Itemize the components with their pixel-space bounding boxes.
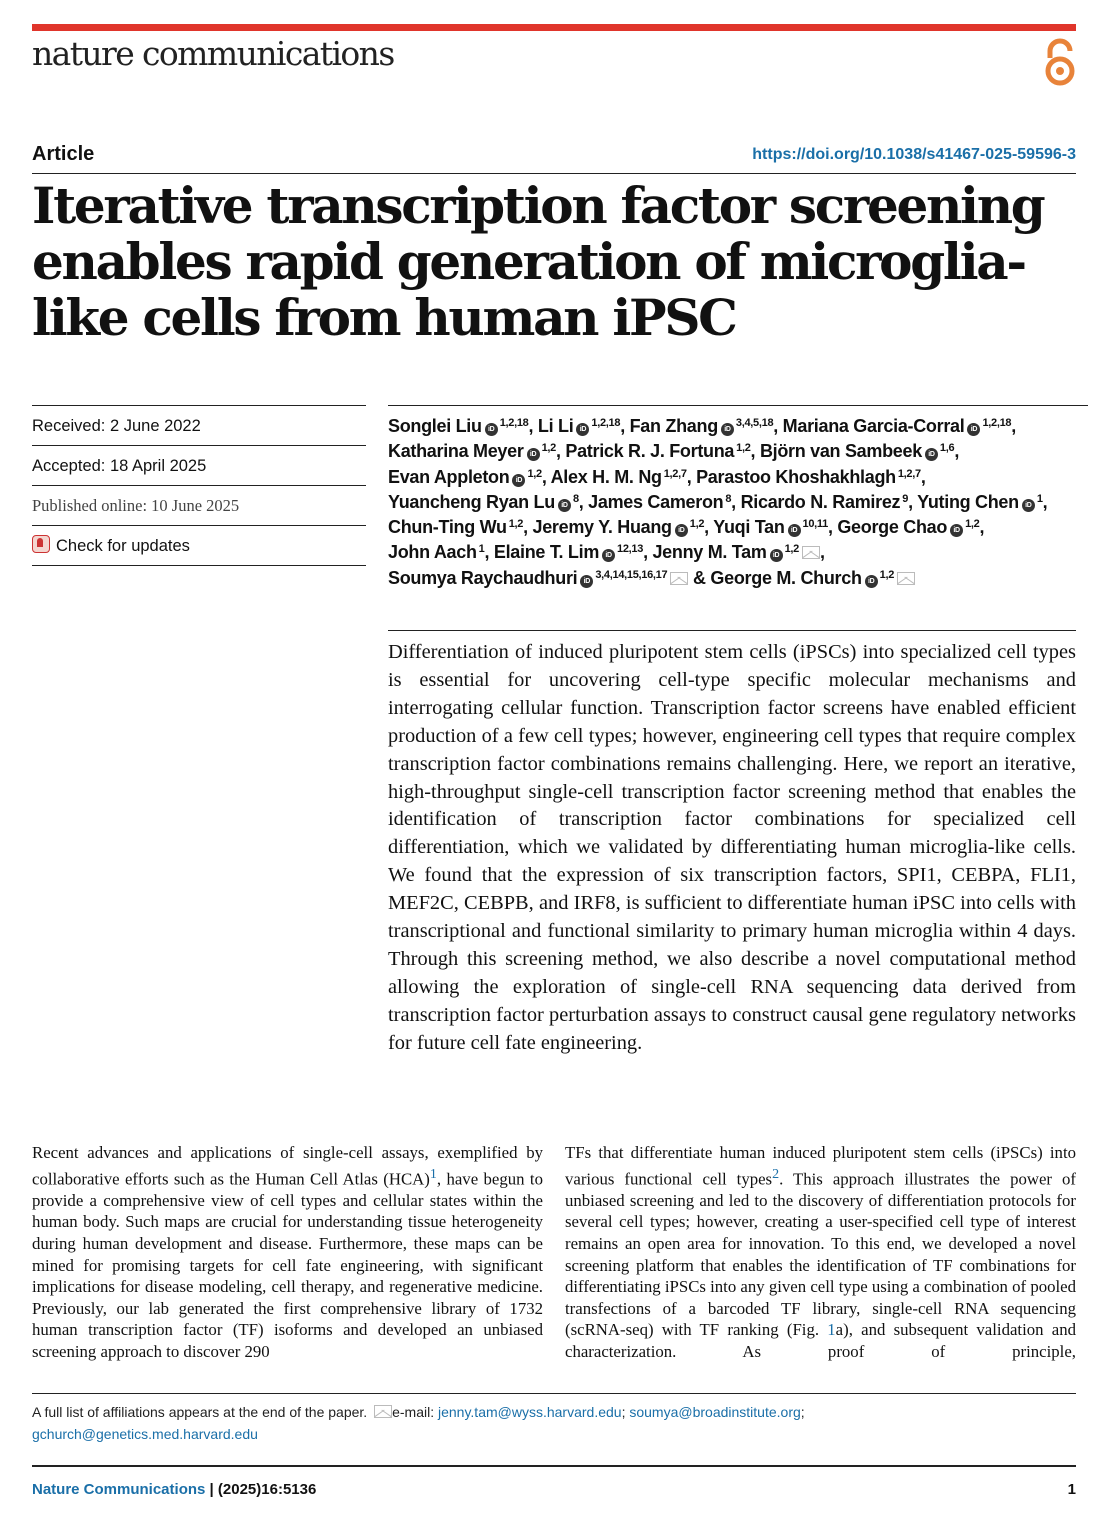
affiliations-note: A full list of affiliations appears at the end of the paper. e-mail: jenny.tam@wyss.harvard.edu; soumya@broadinstitute.org; gchurch@genetics.med.harvard.edu xyxy=(32,1404,805,1442)
author[interactable] xyxy=(917,492,1043,512)
author-name: Chun-Ting Wu xyxy=(388,517,507,538)
author-name: Katharina Meyer xyxy=(388,441,524,462)
divider xyxy=(32,1465,1076,1467)
author-name: Elaine T. Lim xyxy=(493,542,600,563)
author-line: John Aach $^1$, Elaine T. Lim iD$^{12,13}$, Jenny M. Tam iD$^{1,2}$ , xyxy=(388,542,825,563)
orcid-icon[interactable]: iD xyxy=(865,575,878,588)
affiliations-text: A full list of affiliations appears at the end of the paper. xyxy=(32,1404,368,1420)
author[interactable] xyxy=(837,517,979,537)
orcid-icon[interactable]: iD xyxy=(485,423,498,436)
orcid-icon[interactable]: iD xyxy=(602,549,615,562)
affiliation-numbers: 1,2 xyxy=(527,467,542,480)
dates-panel xyxy=(32,405,366,566)
email-link-tam[interactable]: jenny.tam@wyss.harvard.edu xyxy=(437,1404,622,1420)
orcid-icon[interactable]: iD xyxy=(576,423,589,436)
accepted-date: Accepted: 18 April 2025 xyxy=(32,445,366,485)
published-date: Published online: 10 June 2025 xyxy=(32,485,366,525)
affiliation-numbers: 8 xyxy=(725,492,732,505)
author[interactable] xyxy=(494,542,643,562)
email-icon xyxy=(374,1405,392,1418)
affiliation-numbers: 1,2,7 xyxy=(663,467,687,480)
author-name: & George M. Church xyxy=(693,567,862,588)
author-line: Chun-Ting Wu $^{1,2}$, Jeremy Y. Huang iD$^{1,2}$, Yuqi Tan iD$^{10,11}$, George Chao iD$^{1,2}$, xyxy=(388,517,985,538)
author-name: John Aach xyxy=(388,542,477,563)
footer-journal-link[interactable]: Nature Communications xyxy=(32,1481,206,1498)
author-name: Yuqi Tan xyxy=(713,517,785,538)
orcid-icon[interactable]: iD xyxy=(527,448,540,461)
author-name: Yuancheng Ryan Lu xyxy=(388,491,555,512)
affiliation-numbers: 3,4,14,15,16,17 xyxy=(595,568,668,581)
article-type: Article xyxy=(32,143,95,165)
author-list xyxy=(388,405,1088,591)
email-icon[interactable] xyxy=(670,572,688,585)
orcid-icon[interactable]: iD xyxy=(1022,499,1035,512)
affiliation-numbers: 1,2 xyxy=(965,518,980,531)
orcid-icon[interactable]: iD xyxy=(675,524,688,537)
author-name: Fan Zhang xyxy=(629,416,718,436)
author-line xyxy=(388,566,1088,591)
affiliation-numbers: 9 xyxy=(902,492,909,505)
check-updates-icon xyxy=(32,535,50,553)
author-name: Mariana Garcia-Corral xyxy=(782,416,965,436)
author-name: Songlei Liu xyxy=(388,416,482,436)
orcid-icon[interactable]: iD xyxy=(721,423,734,436)
body-text: , have begun to provide a comprehensive view of cell types and cellular states within the human body. Such maps are crucial for understanding tissue heterogeneity during human development and disease. Furthermore, these maps can be mined for promising targets for cell fate engineering, with significant implications for disease modeling, cell therapy, and regenerative medicine. Previously, our lab generated the first comprehensive library of 1732 human transcription factor (TF) isoforms and developed an unbiased screening approach to discover 290 xyxy=(32,1169,543,1361)
body-column-1 xyxy=(32,1142,543,1363)
author[interactable] xyxy=(693,568,915,588)
email-icon[interactable] xyxy=(897,572,915,585)
received-date: Received: 2 June 2022 xyxy=(32,405,366,445)
author[interactable] xyxy=(388,542,484,562)
orcid-icon[interactable]: iD xyxy=(512,474,525,487)
affiliation-numbers: 1,2 xyxy=(689,518,705,531)
divider xyxy=(32,173,1076,174)
footer-citation: Nature Communications | (2025)16:5136 xyxy=(32,1481,317,1498)
orcid-icon[interactable]: iD xyxy=(788,524,801,537)
top-accent-bar xyxy=(32,24,1076,31)
author-line: Katharina Meyer iD$^{1,2}$, Patrick R. J. Fortuna $^{1,2}$, Björn van Sambeek iD$^{1,6}$, xyxy=(388,441,960,462)
affiliation-numbers: 1,2,18 xyxy=(499,417,529,429)
affiliation-numbers: 1,2 xyxy=(508,518,524,531)
body-text: TFs that differentiate human induced pluripotent stem cells (iPSCs) into various functional cell types xyxy=(565,1143,1076,1189)
email-link-church[interactable]: gchurch@genetics.med.harvard.edu xyxy=(32,1426,258,1442)
author-line: Yuancheng Ryan Lu $iD^8$, James Cameron $^8$, Ricardo N. Ramirez $^9$, Yuting Chen $iD^1$, xyxy=(388,491,1048,512)
body-column-2 xyxy=(565,1142,1076,1363)
author[interactable] xyxy=(713,517,828,537)
author[interactable] xyxy=(565,441,750,461)
reference-link[interactable]: 1 xyxy=(429,1166,437,1182)
author[interactable] xyxy=(388,517,523,537)
author-name: Ricardo N. Ramirez xyxy=(740,491,901,512)
affiliation-numbers: 1,2 xyxy=(541,442,556,455)
affiliation-numbers: 8 xyxy=(572,492,579,505)
author[interactable] xyxy=(551,467,687,487)
author[interactable] xyxy=(696,467,921,487)
author-line: Evan Appleton iD$^{1,2}$, Alex H. M. Ng $^{1,2,7}$, Parastoo Khoshakhlagh $^{1,2,7}$, xyxy=(388,466,926,487)
email-link-raychaudhuri[interactable]: soumya@broadinstitute.org xyxy=(629,1404,801,1420)
reference-link[interactable]: 2 xyxy=(772,1166,780,1182)
affiliation-numbers: 1,2 xyxy=(784,543,799,556)
author[interactable] xyxy=(388,467,542,487)
author-name: Yuting Chen xyxy=(917,491,1019,512)
journal-name: nature communications xyxy=(32,34,394,73)
author[interactable] xyxy=(630,416,774,436)
author-name: Björn van Sambeek xyxy=(759,441,922,462)
abstract: Differentiation of induced pluripotent stem cells (iPSCs) into specialized cell types is essential for uncovering cell-type specific molecular mechanisms and interrogating cellular function. Transcription factor screens have enabled efficient production of a few cell types; however, engineering cell types that require complex transcription factor combinations remains challenging. Here, we report an iterative, high-throughput single-cell transcription factor screening method that enables the identification of transcription factor combinations for specialized cell differentiation, which we validated by differentiating human microglia-like cells. We found that the expression of six transcription factors, SPI1, CEBPA, FLI1, MEF2C, CEBPB, and IRF8, is sufficient to differentiate human iPSC into cells with transcriptional and functional similarity to primary human microglia within 4 days. Through this screening method, we also describe a novel computational method allowing the exploration of single-cell RNA sequencing data derived from transcription factor perturbation assays to construct causal gene regulatory networks for future cell fate engineering. xyxy=(388,630,1076,1058)
affiliation-numbers: 12,13 xyxy=(617,543,644,556)
affiliation-numbers: 1,6 xyxy=(939,442,955,455)
affiliation-numbers: 1,2,18 xyxy=(591,417,621,429)
author[interactable] xyxy=(533,517,705,537)
author-name: Parastoo Khoshakhlagh xyxy=(696,466,896,487)
orcid-icon[interactable]: iD xyxy=(770,549,783,562)
author[interactable] xyxy=(388,492,579,512)
body-text: a), and subsequent validation and characterization. As proof of principle, xyxy=(565,1320,1076,1361)
affiliation-numbers: 1 xyxy=(478,543,485,556)
author[interactable] xyxy=(760,441,954,461)
open-access-icon xyxy=(1040,38,1080,88)
author[interactable] xyxy=(538,416,620,436)
author-line: Songlei Liu iD$^{1,2,18}$, Li Li iD$^{1,2,18}$, Fan Zhang iD$^{3,4,5,18}$, Mariana Garcia-Corral iD$^{1,2,18}$, xyxy=(388,416,1016,436)
check-updates-link[interactable] xyxy=(32,525,366,566)
affiliation-numbers: 1,2 xyxy=(879,568,895,581)
author[interactable] xyxy=(588,492,731,512)
author-name: Jenny M. Tam xyxy=(652,542,767,563)
author-name: Patrick R. J. Fortuna xyxy=(565,441,735,462)
divider xyxy=(32,1393,1076,1394)
affiliation-numbers: 1,2 xyxy=(736,442,751,455)
orcid-icon[interactable]: iD xyxy=(558,499,571,512)
affiliation-numbers: 1,2,7 xyxy=(897,467,921,480)
body-text: . This approach illustrates the power of unbiased screening and led to the discovery of differentiation protocols for several cell types; however, creating a user-specified cell type of interest remains an open area for innovation. To this end, we developed a novel screening platform that enables the identification of TF combinations for differentiating iPSCs into any given cell type using a combination of pooled transfections of a barcoded TF library, single-cell RNA sequencing (scRNA-seq) with TF ranking (Fig. xyxy=(565,1169,1076,1340)
affiliation-numbers: 10,11 xyxy=(802,518,828,531)
author[interactable] xyxy=(741,492,908,512)
affiliation-numbers: 1 xyxy=(1036,492,1043,505)
author[interactable] xyxy=(388,568,688,588)
author-name: Soumya Raychaudhuri xyxy=(388,567,578,588)
author-name: Alex H. M. Ng xyxy=(550,466,662,487)
author[interactable] xyxy=(388,416,529,436)
affiliation-numbers: 3,4,5,18 xyxy=(735,417,774,429)
doi-link[interactable]: https://doi.org/10.1038/s41467-025-59596-3 xyxy=(752,146,1076,163)
author-name: James Cameron xyxy=(588,491,724,512)
orcid-icon[interactable]: iD xyxy=(950,524,963,537)
orcid-icon[interactable]: iD xyxy=(580,575,593,588)
page-number: 1 xyxy=(1067,1481,1076,1498)
author-name: Li Li xyxy=(537,416,574,436)
check-updates-label: Check for updates xyxy=(56,537,190,555)
email-icon[interactable] xyxy=(802,546,820,559)
affiliation-numbers: 1,2,18 xyxy=(982,417,1012,429)
figure-link[interactable]: 1 xyxy=(827,1320,836,1340)
author-name: Jeremy Y. Huang xyxy=(532,517,672,538)
footer-volume: (2025)16:5136 xyxy=(217,1481,317,1498)
body-text: Recent advances and applications of single-cell assays, exemplified by collaborative efforts such as the Human Cell Atlas (HCA) xyxy=(32,1143,543,1189)
email-label: e-mail: xyxy=(392,1404,435,1420)
article-title: Iterative transcription factor screening enables rapid generation of microglia-like cells from human iPSC xyxy=(32,176,1044,347)
author-name: George Chao xyxy=(837,517,948,538)
author[interactable] xyxy=(388,441,556,461)
author[interactable] xyxy=(783,416,1012,436)
orcid-icon[interactable]: iD xyxy=(925,448,938,461)
author-name: Evan Appleton xyxy=(388,466,510,487)
author[interactable] xyxy=(652,542,820,562)
orcid-icon[interactable]: iD xyxy=(967,423,980,436)
